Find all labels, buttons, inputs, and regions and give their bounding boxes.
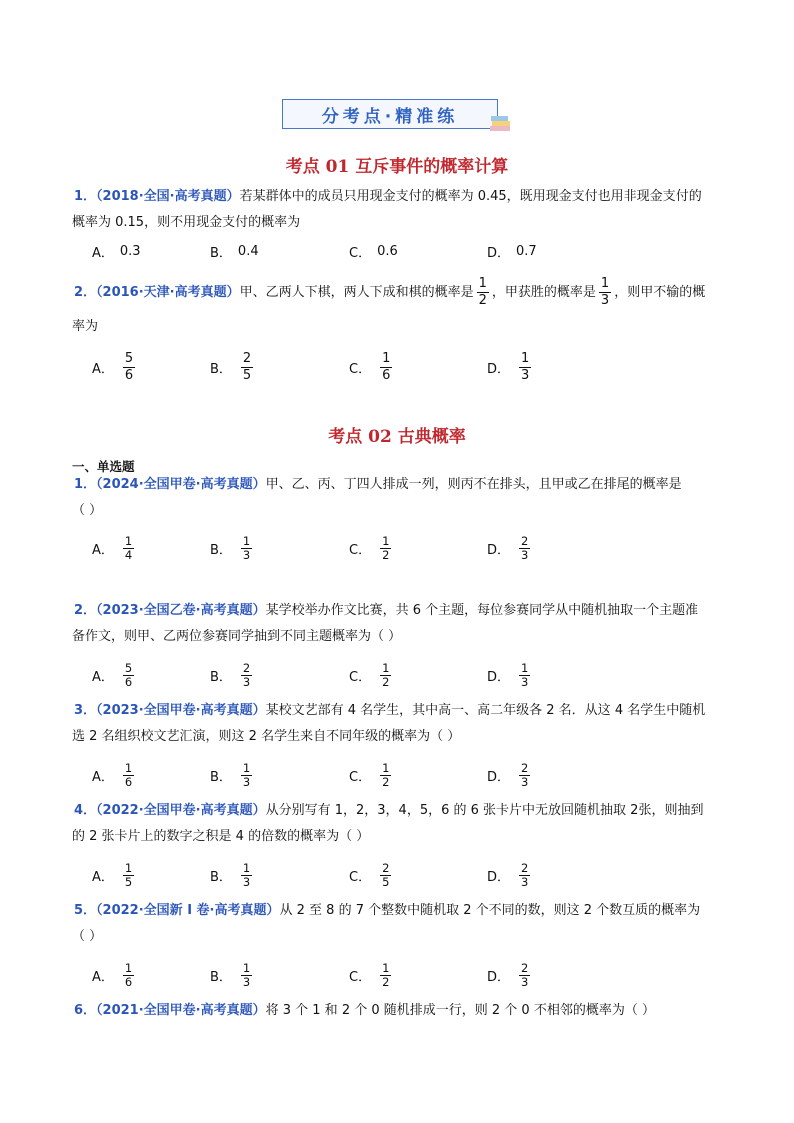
problem-2-line-2: 备作文，则甲、乙两位参赛同学抽到不同主题概率为（ ） bbox=[72, 629, 402, 644]
question-source: （2024·全国甲卷·高考真题） bbox=[96, 477, 266, 492]
option-d bbox=[487, 528, 533, 568]
fraction bbox=[519, 662, 530, 689]
subheading-single-choice: 一、单选题 bbox=[72, 459, 135, 474]
option-letter: A． bbox=[92, 769, 114, 785]
fraction bbox=[380, 762, 391, 789]
problem-4-line-2: 的 2 张卡片上的数字之积是 4 的倍数的概率为（ ） bbox=[72, 829, 370, 844]
fraction-numerator: 1 bbox=[242, 533, 251, 548]
section-title-02: 考点 02 古典概率 bbox=[328, 427, 466, 447]
fraction-numerator: 1 bbox=[382, 350, 391, 366]
option-a bbox=[92, 528, 137, 568]
fraction bbox=[519, 535, 530, 562]
fraction-numerator: 1 bbox=[382, 760, 390, 775]
question-source: （2022·全国新 Ⅰ 卷·高考真题） bbox=[96, 903, 280, 918]
fraction-numerator: 1 bbox=[382, 533, 390, 548]
fraction bbox=[380, 862, 391, 889]
question-2-line-2: 率为 bbox=[72, 319, 99, 334]
fraction-denominator: 5 bbox=[124, 874, 133, 889]
option-b bbox=[210, 955, 255, 995]
option-letter: B． bbox=[210, 769, 232, 785]
fraction bbox=[241, 862, 252, 889]
fraction bbox=[519, 762, 530, 789]
problem-5-line-1 bbox=[74, 902, 700, 920]
question-number: 2． bbox=[74, 285, 97, 300]
fraction bbox=[380, 662, 391, 689]
question-1-line-1 bbox=[74, 188, 702, 206]
option-letter: D． bbox=[487, 869, 511, 885]
fraction-numerator: 5 bbox=[124, 660, 133, 675]
fraction bbox=[380, 535, 391, 562]
fraction-denominator: 2 bbox=[382, 674, 390, 689]
fraction-numerator: 1 bbox=[521, 660, 529, 675]
problem-1-line-1 bbox=[74, 476, 682, 494]
option-c bbox=[349, 528, 394, 568]
fraction-denominator: 6 bbox=[124, 774, 133, 789]
option-a bbox=[92, 855, 137, 895]
problem-1-line-2: （ ） bbox=[72, 503, 103, 518]
option-a bbox=[92, 755, 137, 795]
fraction bbox=[519, 351, 531, 384]
section-banner: 分考点·精准练 bbox=[282, 99, 498, 129]
fraction-denominator: 2 bbox=[478, 293, 487, 308]
option-letter: D． bbox=[487, 969, 511, 985]
problem-4-line-1 bbox=[74, 802, 703, 820]
option-letter: C． bbox=[349, 669, 372, 685]
fraction-numerator: 1 bbox=[242, 860, 251, 875]
question-number: 6． bbox=[74, 1003, 97, 1018]
option-c bbox=[349, 955, 394, 995]
option-d bbox=[487, 655, 533, 695]
fraction-denominator: 3 bbox=[521, 547, 529, 562]
option-d bbox=[487, 347, 534, 387]
option-letter: C． bbox=[349, 245, 372, 261]
option-a bbox=[92, 231, 141, 271]
option-d bbox=[487, 955, 533, 995]
fraction-numerator: 1 bbox=[521, 350, 530, 366]
fraction-numerator: 1 bbox=[382, 960, 390, 975]
fraction-denominator: 6 bbox=[124, 367, 134, 383]
fraction-numerator: 1 bbox=[600, 276, 610, 291]
fraction-denominator: 3 bbox=[521, 674, 529, 689]
option-b bbox=[210, 855, 255, 895]
question-number: 3． bbox=[74, 703, 97, 718]
fraction-denominator: 3 bbox=[521, 974, 529, 989]
option-a bbox=[92, 655, 137, 695]
option-letter: B． bbox=[210, 869, 232, 885]
fraction bbox=[599, 276, 611, 309]
fraction-numerator: 2 bbox=[242, 660, 251, 675]
fraction-denominator: 6 bbox=[382, 367, 391, 383]
option-value: 0.3 bbox=[119, 243, 141, 259]
fraction bbox=[241, 535, 252, 562]
option-c bbox=[349, 231, 398, 271]
question-2-line-1 bbox=[74, 276, 705, 309]
question-source: （2022·全国甲卷·高考真题） bbox=[96, 803, 266, 818]
fraction-denominator: 3 bbox=[521, 367, 530, 383]
fraction-numerator: 2 bbox=[382, 860, 390, 875]
problem-3-line-2: 选 2 名组织校文艺汇演，则这 2 名学生来自不同年级的概率为（ ） bbox=[72, 729, 461, 744]
fraction bbox=[123, 962, 134, 989]
fraction bbox=[123, 351, 135, 384]
fraction bbox=[241, 762, 252, 789]
fraction-denominator: 3 bbox=[242, 674, 251, 689]
question-text: 甲、乙两人下棋，两人下成和棋的概率是 bbox=[239, 285, 474, 300]
option-letter: B． bbox=[210, 669, 232, 685]
problem-3-line-1 bbox=[74, 702, 705, 720]
fraction bbox=[123, 535, 134, 562]
fraction-denominator: 3 bbox=[521, 874, 529, 889]
option-letter: B． bbox=[210, 361, 232, 377]
fraction bbox=[123, 862, 134, 889]
question-text: 若某群体中的成员只用现金支付的概率为 0.45，既用现金支付也用非现金支付的 bbox=[239, 189, 702, 204]
option-letter: B． bbox=[210, 542, 232, 558]
fraction-numerator: 1 bbox=[478, 276, 487, 291]
option-value: 0.7 bbox=[516, 243, 537, 259]
option-b bbox=[210, 655, 255, 695]
option-c bbox=[349, 347, 395, 387]
option-letter: D． bbox=[487, 669, 511, 685]
option-letter: B． bbox=[210, 245, 232, 261]
question-source: （2021·全国甲卷·高考真题） bbox=[96, 1003, 266, 1018]
option-letter: D． bbox=[487, 361, 511, 377]
fraction-denominator: 3 bbox=[521, 774, 529, 789]
fraction bbox=[519, 962, 530, 989]
fraction-denominator: 3 bbox=[242, 547, 251, 562]
question-text: 某校文艺部有 4 名学生，其中高一、高二年级各 2 名．从这 4 名学生中随机 bbox=[265, 703, 706, 718]
fraction-numerator: 1 bbox=[124, 960, 133, 975]
fraction bbox=[477, 276, 489, 309]
fraction-denominator: 3 bbox=[242, 974, 251, 989]
option-letter: C． bbox=[349, 869, 372, 885]
option-c bbox=[349, 655, 394, 695]
question-text: 甲、乙、丙、丁四人排成一列，则丙不在排头，且甲或乙在排尾的概率是 bbox=[265, 477, 682, 492]
question-source: （2018·全国·高考真题） bbox=[96, 189, 240, 204]
question-number: 4． bbox=[74, 803, 97, 818]
question-text: 从 2 至 8 的 7 个整数中随机取 2 个不同的数，则这 2 个数互质的概率为 bbox=[279, 903, 701, 918]
fraction-numerator: 2 bbox=[521, 533, 529, 548]
question-text: 从分别写有 1，2，3，4，5，6 的 6 张卡片中无放回随机抽取 2张，则抽到 bbox=[265, 803, 704, 818]
option-a bbox=[92, 347, 138, 387]
option-b bbox=[210, 755, 255, 795]
option-letter: A． bbox=[92, 542, 114, 558]
question-source: （2023·全国乙卷·高考真题） bbox=[96, 603, 266, 618]
option-letter: A． bbox=[92, 969, 114, 985]
option-value: 0.4 bbox=[237, 243, 259, 259]
question-number: 5． bbox=[74, 903, 97, 918]
option-letter: D． bbox=[487, 542, 511, 558]
fraction-numerator: 1 bbox=[242, 960, 251, 975]
option-c bbox=[349, 755, 394, 795]
fraction bbox=[241, 662, 252, 689]
question-text: 将 3 个 1 和 2 个 0 随机排成一行，则 2 个 0 不相邻的概率为（ ） bbox=[265, 1003, 655, 1018]
fraction bbox=[241, 962, 252, 989]
question-text: 某学校举办作文比赛，共 6 个主题，每位参赛同学从中随机抽取一个主题准 bbox=[265, 603, 699, 618]
option-letter: C． bbox=[349, 769, 372, 785]
option-b bbox=[210, 347, 256, 387]
fraction bbox=[241, 351, 253, 384]
fraction-denominator: 4 bbox=[124, 547, 133, 562]
option-letter: A． bbox=[92, 361, 114, 377]
option-letter: C． bbox=[349, 969, 372, 985]
option-letter: B． bbox=[210, 969, 232, 985]
fraction-numerator: 5 bbox=[124, 350, 134, 366]
option-letter: C． bbox=[349, 361, 372, 377]
fraction-numerator: 1 bbox=[124, 760, 133, 775]
fraction-denominator: 6 bbox=[124, 974, 133, 989]
question-number: 1． bbox=[74, 189, 97, 204]
fraction-numerator: 1 bbox=[382, 660, 390, 675]
fraction bbox=[380, 962, 391, 989]
option-d bbox=[487, 231, 537, 271]
option-letter: A． bbox=[92, 245, 114, 261]
fraction-numerator: 2 bbox=[521, 860, 529, 875]
problem-2-line-1 bbox=[74, 602, 698, 620]
fraction-denominator: 5 bbox=[382, 874, 390, 889]
fraction-denominator: 2 bbox=[382, 774, 390, 789]
fraction-numerator: 2 bbox=[521, 960, 529, 975]
fraction-denominator: 2 bbox=[382, 974, 390, 989]
question-text: ，则甲不输的概 bbox=[614, 285, 706, 300]
fraction-numerator: 1 bbox=[124, 860, 133, 875]
fraction-numerator: 2 bbox=[242, 350, 252, 366]
option-c bbox=[349, 855, 394, 895]
fraction-denominator: 3 bbox=[600, 293, 610, 308]
option-d bbox=[487, 855, 533, 895]
option-letter: A． bbox=[92, 669, 114, 685]
option-d bbox=[487, 755, 533, 795]
question-number: 2． bbox=[74, 603, 97, 618]
option-letter: D． bbox=[487, 245, 511, 261]
fraction-denominator: 2 bbox=[382, 547, 390, 562]
fraction bbox=[519, 862, 530, 889]
fraction-denominator: 6 bbox=[124, 674, 133, 689]
fraction bbox=[380, 351, 392, 384]
question-source: （2023·全国甲卷·高考真题） bbox=[96, 703, 266, 718]
fraction bbox=[123, 762, 134, 789]
problem-5-line-2: （ ） bbox=[72, 929, 103, 944]
option-value: 0.6 bbox=[377, 243, 398, 259]
option-letter: C． bbox=[349, 542, 372, 558]
option-a bbox=[92, 955, 137, 995]
fraction-numerator: 1 bbox=[124, 533, 133, 548]
fraction bbox=[123, 662, 134, 689]
fraction-denominator: 3 bbox=[242, 874, 251, 889]
question-number: 1． bbox=[74, 477, 97, 492]
option-b bbox=[210, 231, 259, 271]
fraction-denominator: 5 bbox=[242, 367, 252, 383]
fraction-denominator: 3 bbox=[242, 774, 251, 789]
section-title-01: 考点 01 互斥事件的概率计算 bbox=[285, 157, 509, 177]
option-letter: D． bbox=[487, 769, 511, 785]
question-1-line-2: 概率为 0.15，则不用现金支付的概率为 bbox=[72, 215, 301, 230]
fraction-numerator: 1 bbox=[242, 760, 251, 775]
fraction-numerator: 2 bbox=[521, 760, 529, 775]
question-source: （2016·天津·高考真题） bbox=[96, 285, 240, 300]
option-letter: A． bbox=[92, 869, 114, 885]
question-text: ，甲获胜的概率是 bbox=[491, 285, 596, 300]
option-b bbox=[210, 528, 255, 568]
problem-6-line-1 bbox=[74, 1002, 655, 1020]
books-icon bbox=[488, 114, 514, 134]
